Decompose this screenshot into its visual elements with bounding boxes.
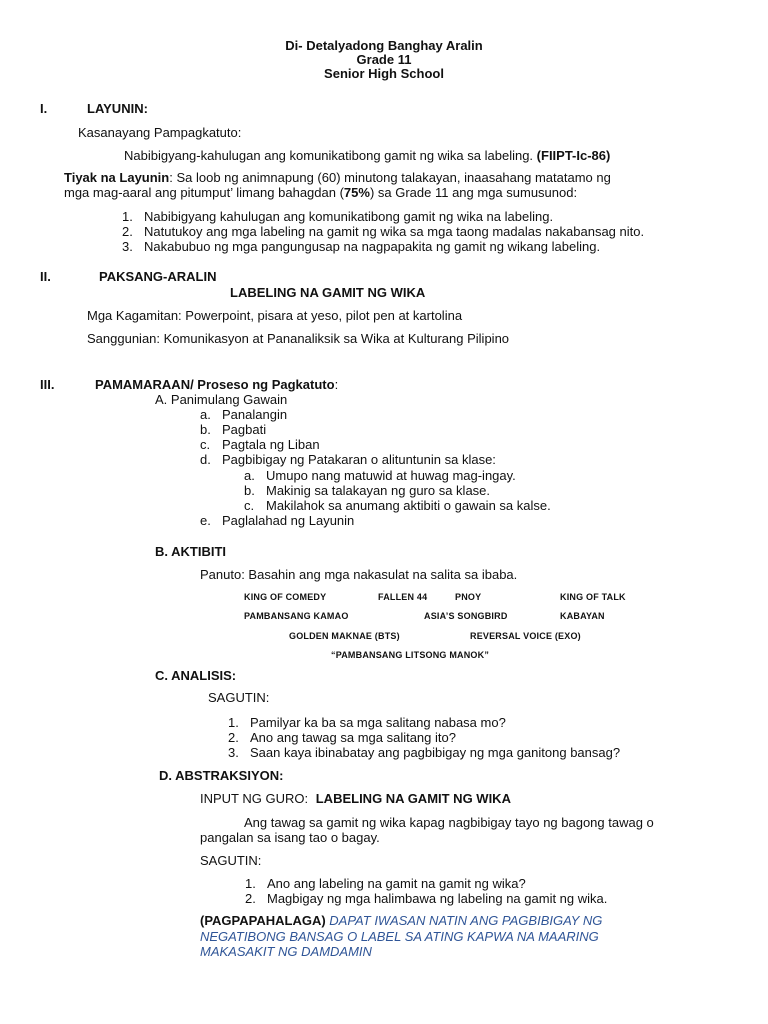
label-word: REVERSAL VOICE (EXO): [470, 631, 581, 641]
section-3-number: III.: [40, 377, 55, 392]
teacher-input-label: INPUT NG GURO:: [200, 791, 309, 806]
label-word: “PAMBANSANG LITSONG MANOK”: [331, 650, 490, 660]
definition-line-2: pangalan sa isang tao o bagay.: [200, 830, 380, 845]
tiyak-line-1: [64, 170, 750, 185]
abstraction-sagutin: SAGUTIN:: [200, 853, 262, 868]
topic-title: LABELING NA GAMIT NG WIKA: [230, 285, 426, 300]
valuing-label: (PAGPAPAHALAGA): [200, 913, 326, 928]
teacher-input: [200, 791, 511, 806]
label-word: GOLDEN MAKNAE (BTS): [289, 631, 400, 641]
materials: Mga Kagamitan: Powerpoint, pisara at yeso, pilot pen at kartolina: [87, 308, 463, 323]
kasanayan-label: Kasanayang Pampagkatuto:: [78, 125, 242, 140]
list-item: 1. Pamilyar ka ba sa mga salitang nabasa mo?: [228, 715, 506, 730]
valuing-line-2: NEGATIBONG BANSAG O LABEL SA ATING KAPWA NA MAARING: [200, 929, 599, 944]
list-item: 1. Ano ang labeling na gamit na gamit ng wika?: [245, 876, 526, 891]
section-2-title: PAKSANG-ARALIN: [99, 269, 217, 284]
valuing-text-1: DAPAT IWASAN NATIN ANG PAGBIBIGAY NG: [329, 913, 603, 928]
kasanayan-statement: Nabibigyang-kahulugan ang komunikatibong gamit ng wika sa labeling.: [124, 148, 534, 163]
list-item: 2. Magbigay ng mga halimbawa ng labeling na gamit ng wika.: [245, 891, 608, 906]
label-word: ASIA’S SONGBIRD: [424, 611, 508, 621]
part-a-list-end: [200, 513, 354, 528]
label-word: KING OF TALK: [560, 592, 626, 602]
label-word: PAMBANSANG KAMAO: [244, 611, 349, 621]
label-word: FALLEN 44: [378, 592, 428, 602]
kasanayan-text: [124, 148, 610, 163]
list-item: 2. Ano ang tawag sa mga salitang ito?: [228, 730, 456, 745]
section-1-title: LAYUNIN:: [87, 101, 148, 116]
list-item: 3. Saan kaya ibinabatay ang pagbibigay ng mga ganitong bansag?: [228, 745, 621, 760]
part-c-label: C. ANALISIS:: [155, 668, 237, 683]
teacher-input-title: LABELING NA GAMIT NG WIKA: [315, 791, 511, 806]
list-item: a. Panalangin: [200, 407, 288, 422]
tiyak-percent: 75%: [343, 185, 370, 200]
tiyak-label: Tiyak na Layunin: [64, 170, 170, 185]
list-item: a. Umupo nang matuwid at huwag mag-ingay.: [244, 468, 516, 483]
label-word: KING OF COMEDY: [244, 592, 327, 602]
section-2-number: II.: [40, 269, 51, 284]
part-b-label: B. AKTIBITI: [155, 544, 227, 559]
tiyak-text-2c: ) sa Grade 11 ang mga sumusunod:: [369, 185, 578, 200]
list-item: 2. Natutukoy ang mga labeling na gamit ng wika sa mga taong madalas nakabansag nito.: [122, 224, 645, 239]
definition-line-1: Ang tawag sa gamit ng wika kapag nagbibigay tayo ng bagong tawag o: [244, 815, 654, 830]
list-item: b. Makinig sa talakayan ng guro sa klase.: [244, 483, 491, 498]
label-word: PNOY: [455, 592, 482, 602]
reference: Sanggunian: Komunikasyon at Pananaliksik sa Wika at Kulturang Pilipino: [87, 331, 510, 346]
list-item: b. Pagbati: [200, 422, 267, 437]
activity-instruction: Panuto: Basahin ang mga nakasulat na salita sa ibaba.: [200, 567, 518, 582]
objectives-list: [122, 209, 644, 254]
part-a-list: [200, 407, 496, 467]
analysis-questions: [228, 715, 620, 760]
document-title: Di- Detalyadong Banghay Aralin: [285, 38, 483, 53]
tiyak-text-1: : Sa loob ng animnapung (60) minutong talakayan, inaasahang matatamo ng: [169, 170, 611, 185]
analysis-sagutin: SAGUTIN:: [208, 690, 270, 705]
section-3-heading: PAMAMARAAN/ Proseso ng Pagkatuto:: [95, 377, 339, 392]
valuing-line-3: MAKASAKIT NG DAMDAMIN: [200, 944, 372, 959]
list-item: c. Pagtala ng Liban: [200, 437, 320, 452]
list-item: 3. Nakabubuo ng mga pangungusap na nagpapakita ng gamit ng wikang labeling.: [122, 239, 601, 254]
section-3-title: PAMAMARAAN/ Proseso ng Pagkatuto: [95, 377, 335, 392]
grade-level: Grade 11: [356, 52, 412, 67]
section-1-number: I.: [40, 101, 48, 116]
class-rules-list: [244, 468, 551, 513]
valuing-line-1: [200, 913, 602, 928]
list-item: d. Pagbibigay ng Patakaran o alituntunin sa klase:: [200, 452, 496, 467]
label-word: KABAYAN: [560, 611, 605, 621]
tiyak-line-2: [64, 185, 577, 200]
tiyak-text-2a: mga mag-aaral ang pitumput’ limang bahagdan (: [64, 185, 344, 200]
part-a-label: A. Panimulang Gawain: [155, 392, 288, 407]
list-item: c. Makilahok sa anumang aktibiti o gawain sa kalse.: [244, 498, 551, 513]
school-level: Senior High School: [324, 66, 444, 81]
part-d-label: D. ABSTRAKSIYON:: [159, 768, 284, 783]
abstraction-questions: [245, 876, 607, 906]
list-item: e. Paglalahad ng Layunin: [200, 513, 355, 528]
competency-code: (FIIPT-Ic-86): [536, 148, 611, 163]
list-item: 1. Nabibigyang kahulugan ang komunikatibong gamit ng wika na labeling.: [122, 209, 554, 224]
